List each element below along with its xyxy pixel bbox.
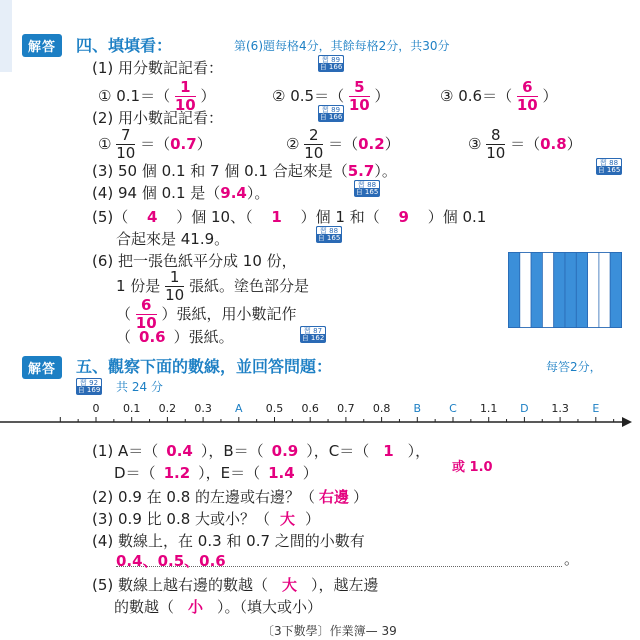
blank-stripe — [542, 253, 553, 328]
point-letter-label: C — [449, 402, 457, 415]
q1-item-3: ③ 0.6＝（ $\frac{6}{10}$ ） — [440, 78, 558, 114]
number-line-arrow — [622, 417, 632, 427]
point-letter-label: B — [413, 402, 422, 415]
page-footer: 〔3下數學〕作業簿— 39 — [262, 624, 397, 638]
ref-tag: 習 88 自 165 — [597, 159, 621, 174]
ref-tag: 習 88 自 165 — [317, 227, 341, 242]
s5-q1-line1: (1) A＝（ 0.4 ），B＝（ 0.9 ），C＝（ 1 ）， — [92, 442, 431, 460]
section5-note2: 共 24 分 — [116, 380, 163, 394]
answer-badge: 解答 — [22, 34, 62, 57]
tick-label: 0.3 — [194, 402, 212, 415]
q6-line3: （ $\frac{6}{10}$ ）張紙，用小數記作 — [116, 296, 297, 332]
ref-tag: 習 89 自 166 — [319, 56, 343, 71]
ref-tag: 習 92 自 169 — [77, 379, 101, 394]
point-letter-label: A — [235, 402, 243, 415]
q2-item-3: ③ $\frac{8}{10}$ ＝（0.8） — [468, 126, 582, 162]
tick-label: 0.7 — [337, 402, 355, 415]
section4-title: 四、填填看： — [76, 36, 173, 55]
fraction-answer: $\frac{5}{10}$ — [348, 78, 370, 114]
q6-line1: (6) 把一張色紙平分成 10 份， — [92, 252, 297, 270]
tick-label: 1.1 — [479, 402, 498, 415]
alt-answer: 或 1.0 — [452, 460, 493, 475]
tick-label: 0.6 — [301, 402, 319, 415]
q6-line2: 1 份是 $\frac{1}{10}$ 張紙。塗色部分是 — [116, 268, 309, 304]
s5-q5-line1: (5) 數線上越右邊的數越（ 大 ），越左邊 — [92, 576, 379, 594]
q1-item-1: ① 0.1＝（ $\frac{1}{10}$ ） — [98, 78, 216, 114]
blank-stripe — [599, 253, 610, 328]
shaded-stripe — [610, 253, 621, 328]
s5-q5-line2: 的數越（ 小 ）。（填大或小） — [114, 598, 323, 616]
q3: (3) 50 個 0.1 和 7 個 0.1 合起來是（5.7）。 — [92, 162, 397, 180]
s5-q4: (4) 數線上，在 0.3 和 0.7 之間的小數有 — [92, 532, 365, 550]
fraction-answer: $\frac{6}{10}$ — [516, 78, 538, 114]
answer-badge: 解答 — [22, 356, 62, 379]
section4-note: 第(6)題每格4分，其餘每格2分，共30分 — [234, 39, 450, 53]
tick-label: 0.5 — [265, 402, 284, 415]
side-strip — [0, 0, 12, 72]
shaded-stripe — [554, 253, 565, 328]
shaded-stripe — [509, 253, 520, 328]
shaded-stripe — [565, 253, 576, 328]
tick-label: 0.8 — [372, 402, 391, 415]
section5-title: 五、觀察下面的數線，並回答問題： — [76, 357, 333, 376]
colored-paper — [508, 252, 622, 328]
blank-stripe — [588, 253, 599, 328]
period: 。 — [564, 550, 580, 568]
shaded-stripe — [531, 253, 542, 328]
ref-tag: 習 89 自 166 — [319, 106, 343, 121]
ref-tag: 習 87 自 162 — [301, 327, 325, 342]
ref-tag: 習 88 自 165 — [355, 181, 379, 196]
fraction-answer: $\frac{1}{10}$ — [174, 78, 196, 114]
point-letter-label: E — [592, 402, 600, 415]
q2-item-2: ② $\frac{2}{10}$ ＝（0.2） — [286, 126, 400, 162]
s5-q1-line2: D＝（ 1.2 ），E＝（ 1.4 ） — [114, 464, 318, 482]
s5-q3: (3) 0.9 比 0.8 大或小？（ 大 ） — [92, 510, 321, 528]
tick-label: 1.3 — [551, 402, 569, 415]
q2-item-1: ① $\frac{7}{10}$ ＝（0.7） — [98, 126, 212, 162]
number-line — [0, 396, 640, 436]
blank-stripe — [520, 253, 531, 328]
q5-line2: 合起來是 41.9。 — [116, 230, 230, 248]
point-letter-label: D — [520, 402, 529, 415]
q2-label: (2) 用小數記記看： — [92, 109, 224, 127]
section5-note: 每答2分， — [546, 360, 602, 374]
shaded-stripe — [576, 253, 587, 328]
q4: (4) 94 個 0.1 是（9.4）。 — [92, 184, 270, 202]
s5-q2: (2) 0.9 在 0.8 的左邊或右邊？（ 右邊 ） — [92, 488, 369, 506]
q6-line4: （ 0.6 ）張紙。 — [116, 328, 234, 346]
q1-item-2: ② 0.5＝（ $\frac{5}{10}$ ） — [272, 78, 390, 114]
answer-line: 0.4、0.5、0.6 — [116, 550, 562, 567]
tick-label: 0.1 — [122, 402, 141, 415]
q1-label: (1) 用分數記記看： — [92, 59, 224, 77]
tick-label: 0 — [92, 402, 100, 415]
q5-line1: (5)（ 4 ）個 10、（ 1 ）個 1 和（ 9 ）個 0.1 — [92, 208, 487, 226]
tick-label: 0.2 — [158, 402, 177, 415]
